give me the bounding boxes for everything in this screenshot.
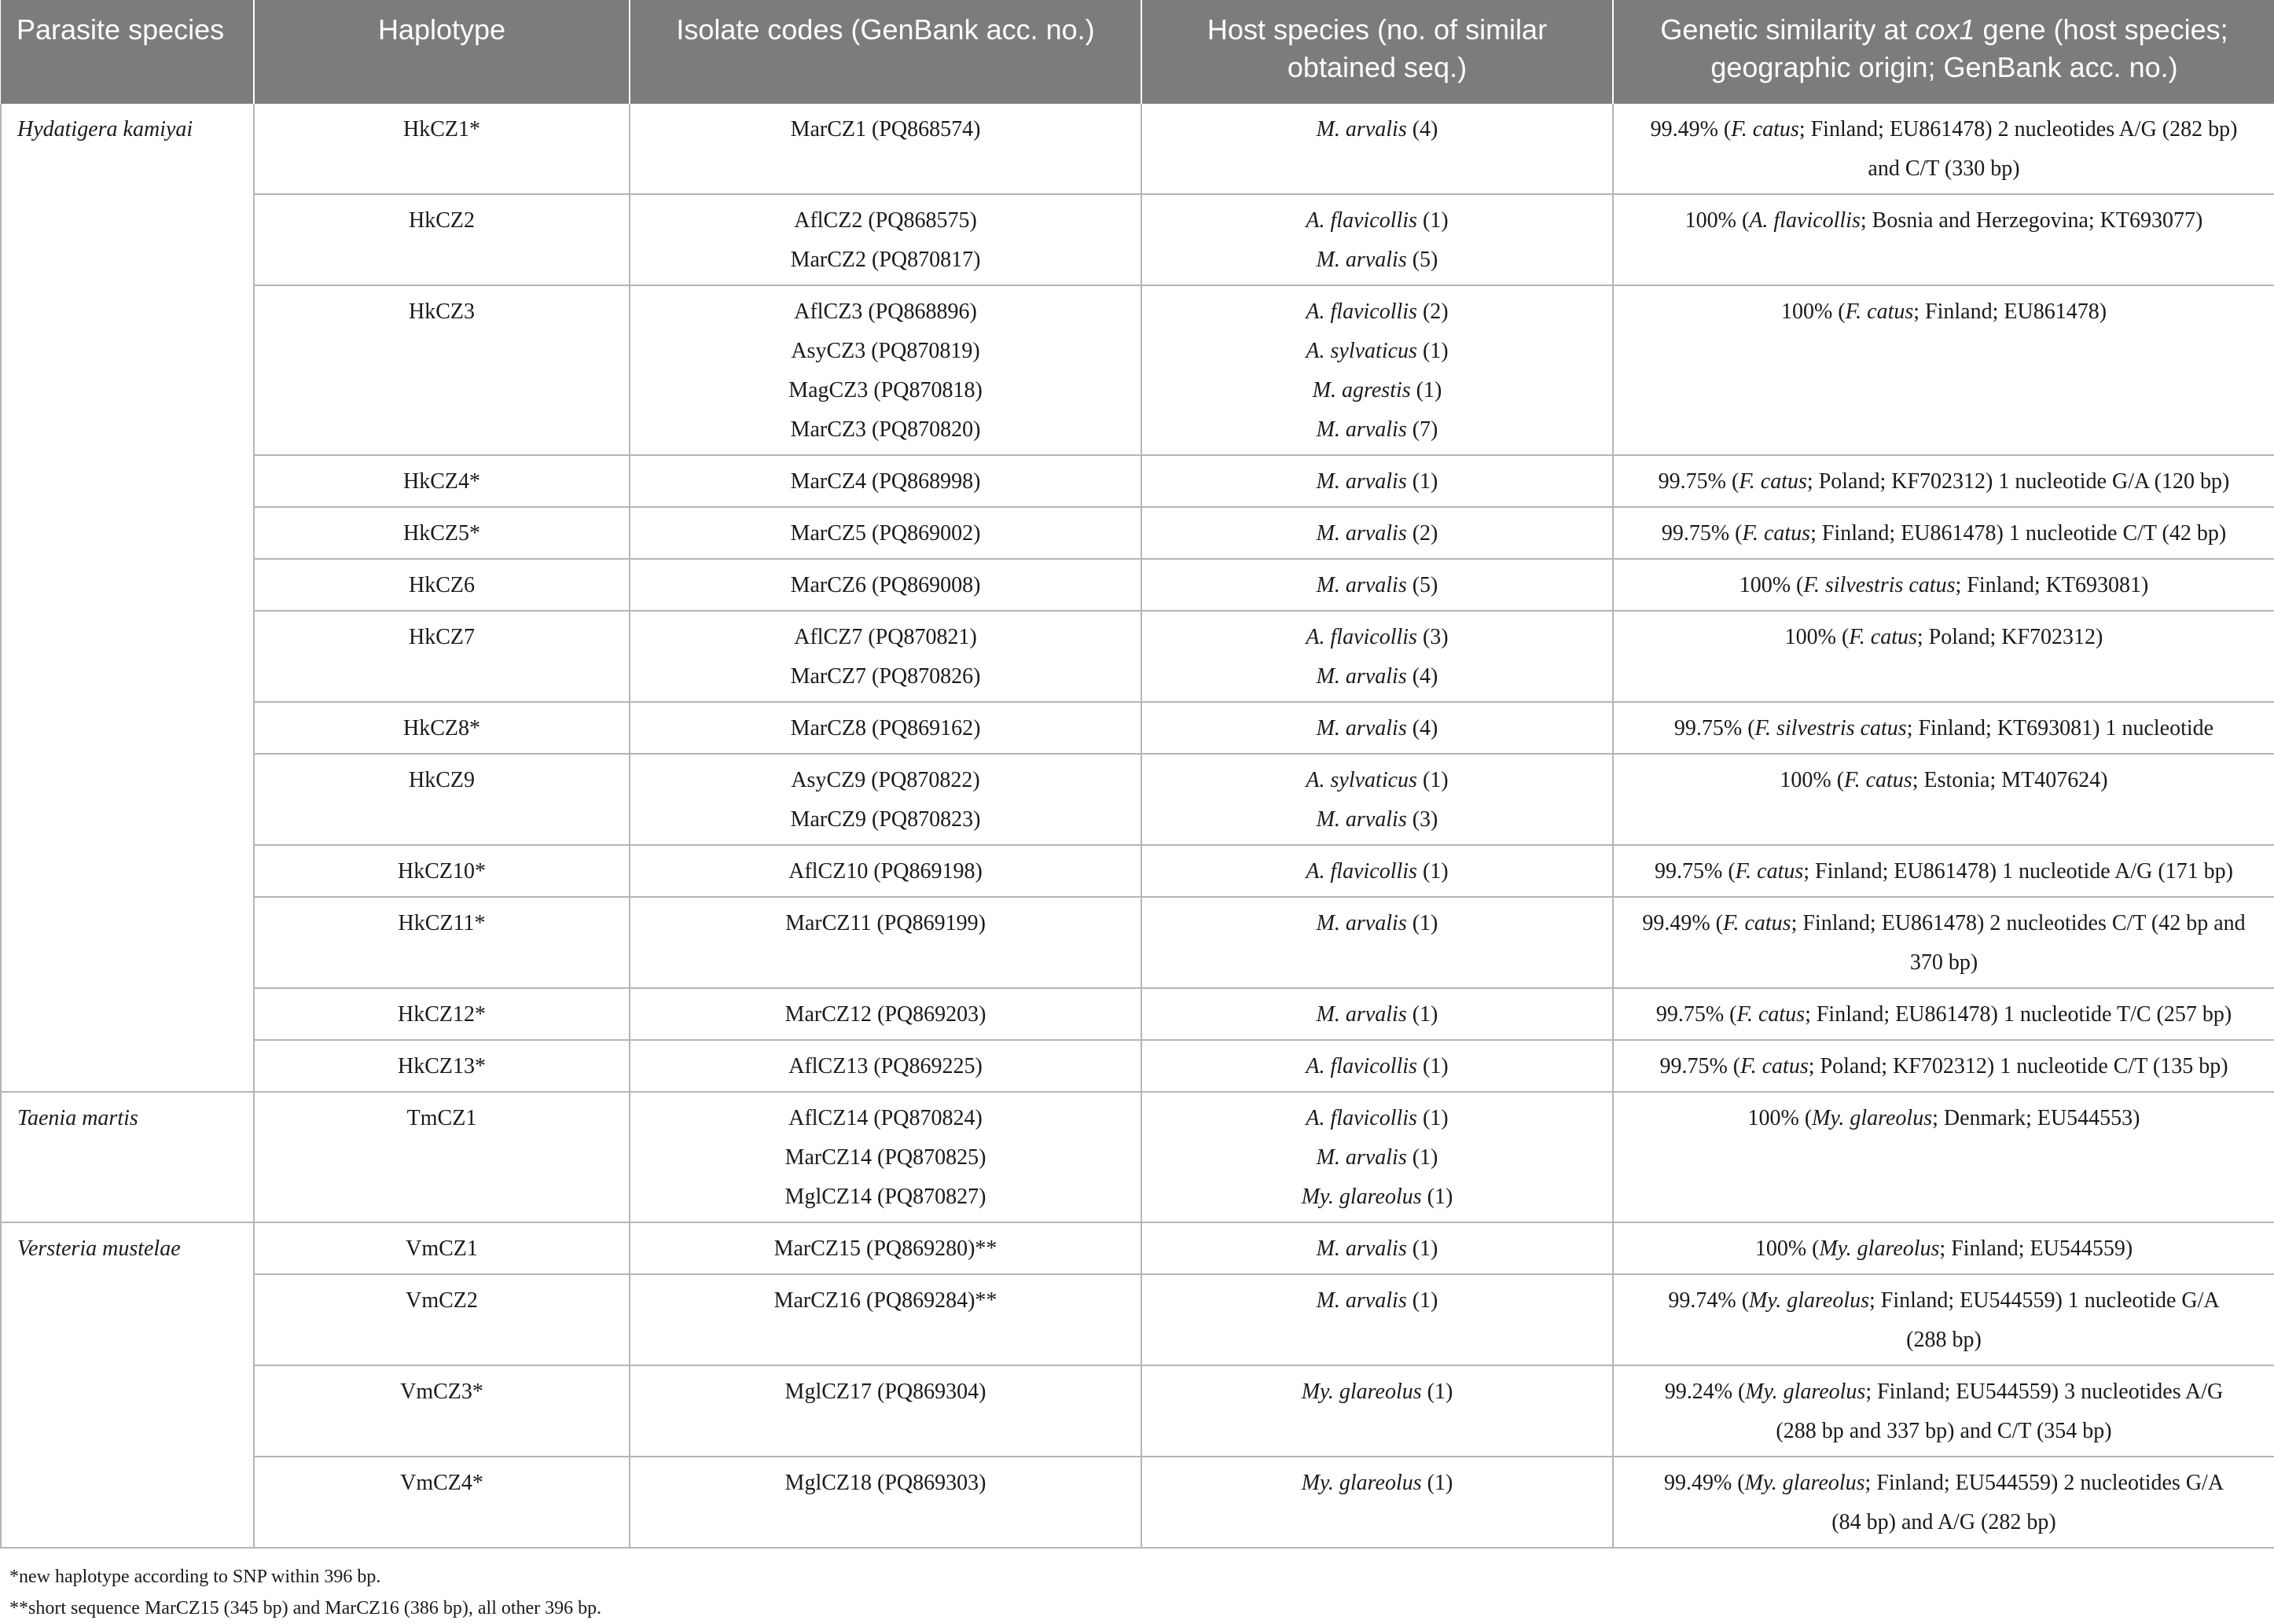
- haplotype-cell: HkCZ13*: [254, 1040, 630, 1092]
- parasite-species-cell: Versteria mustelae: [1, 1222, 254, 1548]
- host-name: A. flavicollis: [1306, 1106, 1417, 1130]
- host-count: (4): [1406, 664, 1438, 689]
- similarity-text: 100% (: [1780, 768, 1845, 792]
- host-name: A. sylvaticus: [1306, 768, 1417, 792]
- isolate-code: MarCZ7 (PQ870826): [790, 664, 981, 689]
- similarity-host: A. flavicollis: [1749, 208, 1861, 233]
- similarity-line: [1625, 709, 2263, 748]
- host-entry: [1153, 201, 1601, 241]
- header-similarity-pre: Genetic similarity at: [1660, 13, 1916, 46]
- footnotes: [0, 1549, 2274, 1624]
- isolate-code: MarCZ5 (PQ869002): [790, 521, 981, 546]
- genetic-similarity-cell: [1613, 754, 2274, 845]
- similarity-host: F. catus: [1735, 859, 1804, 884]
- host-entry: [1153, 1047, 1601, 1086]
- host-name: A. flavicollis: [1306, 299, 1417, 324]
- host-count: (1): [1416, 1106, 1449, 1130]
- similarity-detail: ; Poland; KF702312) 1 nucleotide G/A (120 bp): [1806, 469, 2230, 494]
- similarity-host: F. silvestris catus: [1803, 573, 1956, 597]
- similarity-line: [1625, 943, 2263, 983]
- similarity-text: 99.49% (: [1650, 117, 1732, 141]
- similarity-host: My. glareolus: [1819, 1236, 1940, 1261]
- host-name: My. glareolus: [1301, 1185, 1422, 1209]
- table-row: [1, 1365, 2274, 1457]
- host-entry: [1153, 371, 1601, 410]
- table-row: [1, 507, 2274, 559]
- haplotype-cell: VmCZ4*: [254, 1457, 630, 1548]
- host-entry: [1153, 1281, 1601, 1321]
- isolate-code: MglCZ14 (PQ870827): [784, 1185, 986, 1209]
- similarity-text: 99.75% (: [1655, 859, 1736, 884]
- host-name: M. arvalis: [1316, 1145, 1407, 1170]
- similarity-line: [1625, 1281, 2263, 1321]
- similarity-detail: ; Finland; EU861478) 1 nucleotide A/G (171 bp): [1803, 859, 2233, 884]
- similarity-text: 99.49% (: [1663, 1471, 1745, 1495]
- host-species-cell: [1141, 611, 1613, 702]
- host-entry: [1153, 1229, 1601, 1269]
- host-entry: [1153, 904, 1601, 943]
- isolate-codes-cell: [630, 559, 1141, 611]
- genetic-similarity-cell: [1613, 194, 2274, 285]
- header-similarity-gene: cox1: [1915, 13, 1975, 46]
- similarity-detail: ; Finland; EU861478) 1 nucleotide T/C (257 bp): [1805, 1002, 2232, 1027]
- host-species-cell: [1141, 845, 1613, 897]
- haplotype-cell: HkCZ11*: [254, 897, 630, 988]
- host-name: M. agrestis: [1312, 378, 1411, 402]
- host-entry: [1153, 761, 1601, 800]
- isolate-code: AflCZ2 (PQ868575): [794, 208, 977, 233]
- genetic-similarity-cell: [1613, 559, 2274, 611]
- similarity-detail: ; Finland; EU861478): [1913, 299, 2107, 324]
- similarity-line: [1625, 566, 2263, 605]
- host-count: (7): [1406, 417, 1438, 442]
- similarity-host: My. glareolus: [1744, 1471, 1865, 1495]
- isolate-codes-cell: [630, 285, 1141, 455]
- similarity-text: 99.75% (: [1655, 1002, 1737, 1027]
- host-species-cell: [1141, 194, 1613, 285]
- host-species-cell: [1141, 754, 1613, 845]
- haplotype-cell: HkCZ10*: [254, 845, 630, 897]
- similarity-text: 370 bp): [1909, 950, 1978, 975]
- header-similarity-line1: [1625, 11, 2264, 49]
- host-entry: [1153, 852, 1601, 891]
- header-isolate-codes: Isolate codes (GenBank acc. no.): [630, 0, 1141, 104]
- genetic-similarity-cell: [1613, 1222, 2274, 1274]
- similarity-detail: ; Denmark; EU544553): [1932, 1106, 2140, 1130]
- similarity-text: and C/T (330 bp): [1868, 156, 2020, 181]
- similarity-line: [1625, 1464, 2263, 1503]
- similarity-line: [1625, 852, 2263, 891]
- header-host-species-line2: obtained seq.): [1287, 51, 1468, 83]
- host-entry: [1153, 709, 1601, 748]
- table-row: [1, 104, 2274, 194]
- table-row: [1, 897, 2274, 988]
- genetic-similarity-cell: [1613, 104, 2274, 194]
- genetic-similarity-cell: [1613, 1274, 2274, 1365]
- isolate-codes-cell: [630, 1365, 1141, 1457]
- host-count: (1): [1410, 378, 1442, 402]
- haplotype-cell: HkCZ4*: [254, 455, 630, 507]
- isolate-code: MarCZ15 (PQ869280)**: [773, 1236, 997, 1261]
- isolate-codes-cell: [630, 897, 1141, 988]
- isolate-codes-cell: [630, 1457, 1141, 1548]
- similarity-host: F. catus: [1845, 299, 1914, 324]
- host-count: (2): [1406, 521, 1438, 546]
- similarity-detail: ; Estonia; MT407624): [1912, 768, 2108, 792]
- host-species-cell: [1141, 702, 1613, 754]
- similarity-detail: ; Finland; EU861478) 1 nucleotide C/T (42 bp): [1810, 521, 2227, 546]
- header-host-species-line1: Host species (no. of similar: [1207, 13, 1548, 46]
- isolate-codes-cell: [630, 455, 1141, 507]
- similarity-detail: ; Finland; EU544559) 1 nucleotide G/A: [1869, 1288, 2220, 1313]
- similarity-text: (288 bp): [1906, 1328, 1982, 1352]
- haplotype-cell: HkCZ7: [254, 611, 630, 702]
- table-row: [1, 845, 2274, 897]
- host-count: (1): [1406, 469, 1438, 494]
- similarity-line: [1625, 1372, 2263, 1412]
- host-count: (1): [1406, 1002, 1438, 1027]
- similarity-host: My. glareolus: [1812, 1106, 1933, 1130]
- isolate-code: MarCZ8 (PQ869162): [790, 716, 981, 740]
- host-count: (1): [1421, 1380, 1453, 1404]
- genetic-similarity-cell: [1613, 1092, 2274, 1222]
- similarity-host: F. catus: [1740, 1054, 1809, 1078]
- table-body: [1, 104, 2274, 1548]
- isolate-codes-cell: [630, 1222, 1141, 1274]
- table-row: [1, 702, 2274, 754]
- similarity-detail: ; Finland; KT693081): [1955, 573, 2149, 597]
- similarity-text: 100% (: [1747, 1106, 1813, 1130]
- similarity-line: [1625, 149, 2263, 189]
- host-count: (1): [1406, 1236, 1438, 1261]
- isolate-code: MagCZ3 (PQ870818): [788, 378, 983, 402]
- host-species-cell: [1141, 1457, 1613, 1548]
- similarity-line: [1625, 904, 2263, 943]
- host-species-cell: [1141, 1222, 1613, 1274]
- host-entry: [1153, 292, 1601, 332]
- genetic-similarity-cell: [1613, 897, 2274, 988]
- similarity-text: 100% (: [1784, 625, 1850, 649]
- host-name: M. arvalis: [1316, 1002, 1407, 1027]
- host-count: (1): [1406, 1288, 1438, 1313]
- host-name: A. flavicollis: [1306, 208, 1417, 233]
- isolate-codes-cell: [630, 1274, 1141, 1365]
- host-name: A. sylvaticus: [1306, 339, 1417, 363]
- host-name: A. flavicollis: [1306, 859, 1417, 884]
- isolate-code: MarCZ9 (PQ870823): [790, 807, 981, 832]
- similarity-text: 100% (: [1739, 573, 1804, 597]
- similarity-line: [1625, 110, 2263, 149]
- haplotype-cell: TmCZ1: [254, 1092, 630, 1222]
- host-entry: [1153, 995, 1601, 1034]
- isolate-code: AsyCZ9 (PQ870822): [791, 768, 980, 792]
- isolate-code: MglCZ17 (PQ869304): [784, 1380, 986, 1404]
- host-species-cell: [1141, 285, 1613, 455]
- host-count: (1): [1421, 1471, 1453, 1495]
- host-count: (1): [1416, 339, 1449, 363]
- similarity-line: [1625, 1321, 2263, 1360]
- haplotype-cell: HkCZ3: [254, 285, 630, 455]
- isolate-code: AflCZ10 (PQ869198): [788, 859, 983, 884]
- isolate-code: MarCZ6 (PQ869008): [790, 573, 981, 597]
- similarity-line: [1625, 618, 2263, 657]
- isolate-code: MarCZ4 (PQ868998): [790, 469, 981, 494]
- host-name: M. arvalis: [1316, 716, 1407, 740]
- host-entry: [1153, 332, 1601, 371]
- host-entry: [1153, 800, 1601, 840]
- isolate-codes-cell: [630, 988, 1141, 1040]
- host-name: A. flavicollis: [1306, 625, 1417, 649]
- isolate-codes-cell: [630, 507, 1141, 559]
- host-species-cell: [1141, 455, 1613, 507]
- host-name: M. arvalis: [1316, 664, 1407, 689]
- isolate-code: AflCZ7 (PQ870821): [794, 625, 977, 649]
- host-species-cell: [1141, 897, 1613, 988]
- isolate-code: AsyCZ3 (PQ870819): [791, 339, 980, 363]
- similarity-host: F. catus: [1731, 117, 1799, 141]
- genetic-similarity-cell: [1613, 455, 2274, 507]
- similarity-text: (288 bp and 337 bp) and C/T (354 bp): [1776, 1419, 2112, 1443]
- genetic-similarity-cell: [1613, 1040, 2274, 1092]
- haplotype-cell: VmCZ1: [254, 1222, 630, 1274]
- similarity-line: [1625, 292, 2263, 332]
- host-name: M. arvalis: [1316, 807, 1407, 832]
- genetic-similarity-cell: [1613, 285, 2274, 455]
- similarity-host: F. catus: [1849, 625, 1917, 649]
- table-row: [1, 1092, 2274, 1222]
- similarity-text: 99.24% (: [1664, 1380, 1746, 1404]
- header-genetic-similarity: [1613, 0, 2274, 104]
- host-name: M. arvalis: [1316, 1236, 1407, 1261]
- similarity-host: F. catus: [1742, 521, 1811, 546]
- isolate-codes-cell: [630, 845, 1141, 897]
- haplotype-cell: HkCZ12*: [254, 988, 630, 1040]
- similarity-host: F. catus: [1736, 1002, 1806, 1027]
- host-count: (1): [1416, 859, 1449, 884]
- haplotype-cell: VmCZ3*: [254, 1365, 630, 1457]
- genetic-similarity-cell: [1613, 507, 2274, 559]
- similarity-line: [1625, 462, 2263, 502]
- similarity-detail: ; Poland; KF702312): [1916, 625, 2103, 649]
- host-name: M. arvalis: [1316, 1288, 1407, 1313]
- table-row: [1, 559, 2274, 611]
- header-similarity-post: gene (host species;: [1975, 13, 2228, 46]
- similarity-line: [1625, 1412, 2263, 1451]
- similarity-line: [1625, 1503, 2263, 1542]
- similarity-line: [1625, 995, 2263, 1034]
- header-parasite-species: Parasite species: [1, 0, 254, 104]
- host-count: (1): [1416, 1054, 1449, 1078]
- isolate-code: AflCZ3 (PQ868896): [794, 299, 977, 324]
- host-entry: [1153, 110, 1601, 149]
- similarity-text: 99.75% (: [1658, 469, 1739, 494]
- isolate-codes-cell: [630, 611, 1141, 702]
- genetic-similarity-cell: [1613, 611, 2274, 702]
- similarity-host: F. catus: [1844, 768, 1912, 792]
- similarity-text: 100% (: [1684, 208, 1750, 233]
- similarity-line: [1625, 201, 2263, 241]
- similarity-detail: ; Finland; EU544559): [1939, 1236, 2133, 1261]
- table-row: [1, 1040, 2274, 1092]
- host-count: (1): [1406, 1145, 1438, 1170]
- host-name: A. flavicollis: [1306, 1054, 1417, 1078]
- header-similarity-line2: geographic origin; GenBank acc. no.): [1710, 51, 2178, 83]
- host-entry: [1153, 514, 1601, 553]
- host-entry: [1153, 410, 1601, 450]
- similarity-text: 99.75% (: [1661, 521, 1743, 546]
- similarity-line: [1625, 761, 2263, 800]
- similarity-host: My. glareolus: [1749, 1288, 1869, 1313]
- table-row: [1, 1274, 2274, 1365]
- host-count: (1): [1421, 1185, 1453, 1209]
- isolate-code: MarCZ11 (PQ869199): [785, 911, 986, 935]
- host-species-cell: [1141, 559, 1613, 611]
- host-count: (1): [1406, 911, 1438, 935]
- host-entry: [1153, 1464, 1601, 1503]
- similarity-host: My. glareolus: [1745, 1380, 1866, 1404]
- table-row: [1, 611, 2274, 702]
- host-count: (1): [1416, 768, 1449, 792]
- similarity-text: 99.49% (: [1642, 911, 1723, 935]
- table-row: [1, 194, 2274, 285]
- host-name: M. arvalis: [1316, 117, 1407, 141]
- host-species-cell: [1141, 1274, 1613, 1365]
- header-host-species: [1141, 0, 1613, 104]
- genetic-similarity-cell: [1613, 845, 2274, 897]
- host-name: M. arvalis: [1316, 469, 1407, 494]
- similarity-detail: ; Finland; EU544559) 2 nucleotides G/A: [1864, 1471, 2224, 1495]
- similarity-host: F. silvestris catus: [1754, 716, 1907, 740]
- similarity-text: (84 bp) and A/G (282 bp): [1831, 1510, 2056, 1534]
- footnote-new-haplotype: *new haplotype according to SNP within 396 bp.: [9, 1567, 381, 1587]
- isolate-codes-cell: [630, 754, 1141, 845]
- isolate-code: AflCZ13 (PQ869225): [788, 1054, 983, 1078]
- similarity-detail: ; Finland; EU861478) 2 nucleotides A/G (282 bp): [1798, 117, 2238, 141]
- isolate-code: MglCZ18 (PQ869303): [784, 1471, 986, 1495]
- similarity-line: [1625, 1047, 2263, 1086]
- table-header: [1, 0, 2274, 104]
- isolate-code: MarCZ14 (PQ870825): [784, 1145, 986, 1170]
- genetic-similarity-cell: [1613, 988, 2274, 1040]
- similarity-text: 99.75% (: [1659, 1054, 1741, 1078]
- host-name: My. glareolus: [1301, 1380, 1422, 1404]
- host-count: (3): [1416, 625, 1449, 649]
- host-entry: [1153, 1178, 1601, 1217]
- host-entry: [1153, 462, 1601, 502]
- similarity-host: F. catus: [1722, 911, 1791, 935]
- host-name: M. arvalis: [1316, 417, 1407, 442]
- genetic-similarity-cell: [1613, 702, 2274, 754]
- similarity-line: [1625, 514, 2263, 553]
- host-species-cell: [1141, 507, 1613, 559]
- haplotype-cell: HkCZ5*: [254, 507, 630, 559]
- isolate-codes-cell: [630, 194, 1141, 285]
- footnote-short-sequence: **short sequence MarCZ15 (345 bp) and MarCZ16 (386 bp), all other 396 bp.: [9, 1598, 602, 1618]
- isolate-code: AflCZ14 (PQ870824): [788, 1106, 983, 1130]
- haplotype-cell: HkCZ9: [254, 754, 630, 845]
- isolate-codes-cell: [630, 1040, 1141, 1092]
- similarity-line: [1625, 1099, 2263, 1138]
- host-count: (5): [1406, 573, 1438, 597]
- host-count: (5): [1406, 248, 1438, 272]
- table-row: [1, 1457, 2274, 1548]
- haplotype-cell: HkCZ2: [254, 194, 630, 285]
- host-name: M. arvalis: [1316, 573, 1407, 597]
- host-name: M. arvalis: [1316, 248, 1407, 272]
- similarity-detail: ; Finland; EU544559) 3 nucleotides A/G: [1865, 1380, 2224, 1404]
- haplotype-cell: VmCZ2: [254, 1274, 630, 1365]
- host-entry: [1153, 1372, 1601, 1412]
- genetic-similarity-cell: [1613, 1457, 2274, 1548]
- host-count: (4): [1406, 117, 1438, 141]
- host-name: My. glareolus: [1301, 1471, 1422, 1495]
- parasite-species-cell: Hydatigera kamiyai: [1, 104, 254, 1092]
- host-species-cell: [1141, 988, 1613, 1040]
- isolate-code: MarCZ3 (PQ870820): [790, 417, 981, 442]
- host-entry: [1153, 618, 1601, 657]
- host-species-cell: [1141, 1365, 1613, 1457]
- table-row: [1, 988, 2274, 1040]
- parasite-species-cell: Taenia martis: [1, 1092, 254, 1222]
- host-species-cell: [1141, 104, 1613, 194]
- host-entry: [1153, 1138, 1601, 1178]
- similarity-host: F. catus: [1739, 469, 1807, 494]
- host-entry: [1153, 566, 1601, 605]
- host-count: (4): [1406, 716, 1438, 740]
- table-row: [1, 285, 2274, 455]
- isolate-codes-cell: [630, 104, 1141, 194]
- similarity-line: [1625, 1229, 2263, 1269]
- host-species-cell: [1141, 1092, 1613, 1222]
- haplotype-cell: HkCZ8*: [254, 702, 630, 754]
- similarity-detail: ; Finland; EU861478) 2 nucleotides C/T (42 bp and: [1791, 911, 2246, 935]
- host-species-cell: [1141, 1040, 1613, 1092]
- haplotype-cell: HkCZ6: [254, 559, 630, 611]
- host-entry: [1153, 657, 1601, 696]
- similarity-text: 100% (: [1754, 1236, 1820, 1261]
- isolate-code: MarCZ16 (PQ869284)**: [773, 1288, 997, 1313]
- genetic-similarity-cell: [1613, 1365, 2274, 1457]
- isolate-code: MarCZ12 (PQ869203): [784, 1002, 986, 1027]
- host-name: M. arvalis: [1316, 911, 1407, 935]
- haplotype-cell: HkCZ1*: [254, 104, 630, 194]
- host-count: (3): [1406, 807, 1438, 832]
- table-row: [1, 455, 2274, 507]
- isolate-codes-cell: [630, 702, 1141, 754]
- isolate-codes-cell: [630, 1092, 1141, 1222]
- isolate-code: MarCZ2 (PQ870817): [790, 248, 981, 272]
- host-entry: [1153, 1099, 1601, 1138]
- host-name: M. arvalis: [1316, 521, 1407, 546]
- host-count: (2): [1416, 299, 1449, 324]
- host-entry: [1153, 241, 1601, 280]
- similarity-detail: ; Poland; KF702312) 1 nucleotide C/T (135 bp): [1808, 1054, 2228, 1078]
- similarity-detail: ; Finland; KT693081) 1 nucleotide: [1906, 716, 2214, 740]
- table-row: [1, 754, 2274, 845]
- host-count: (1): [1416, 208, 1449, 233]
- header-haplotype: Haplotype: [254, 0, 630, 104]
- similarity-text: 99.74% (: [1668, 1288, 1750, 1313]
- similarity-text: 100% (: [1780, 299, 1846, 324]
- isolate-code: MarCZ1 (PQ868574): [790, 117, 981, 141]
- table-row: [1, 1222, 2274, 1274]
- similarity-detail: ; Bosnia and Herzegovina; KT693077): [1860, 208, 2203, 233]
- similarity-text: 99.75% (: [1673, 716, 1755, 740]
